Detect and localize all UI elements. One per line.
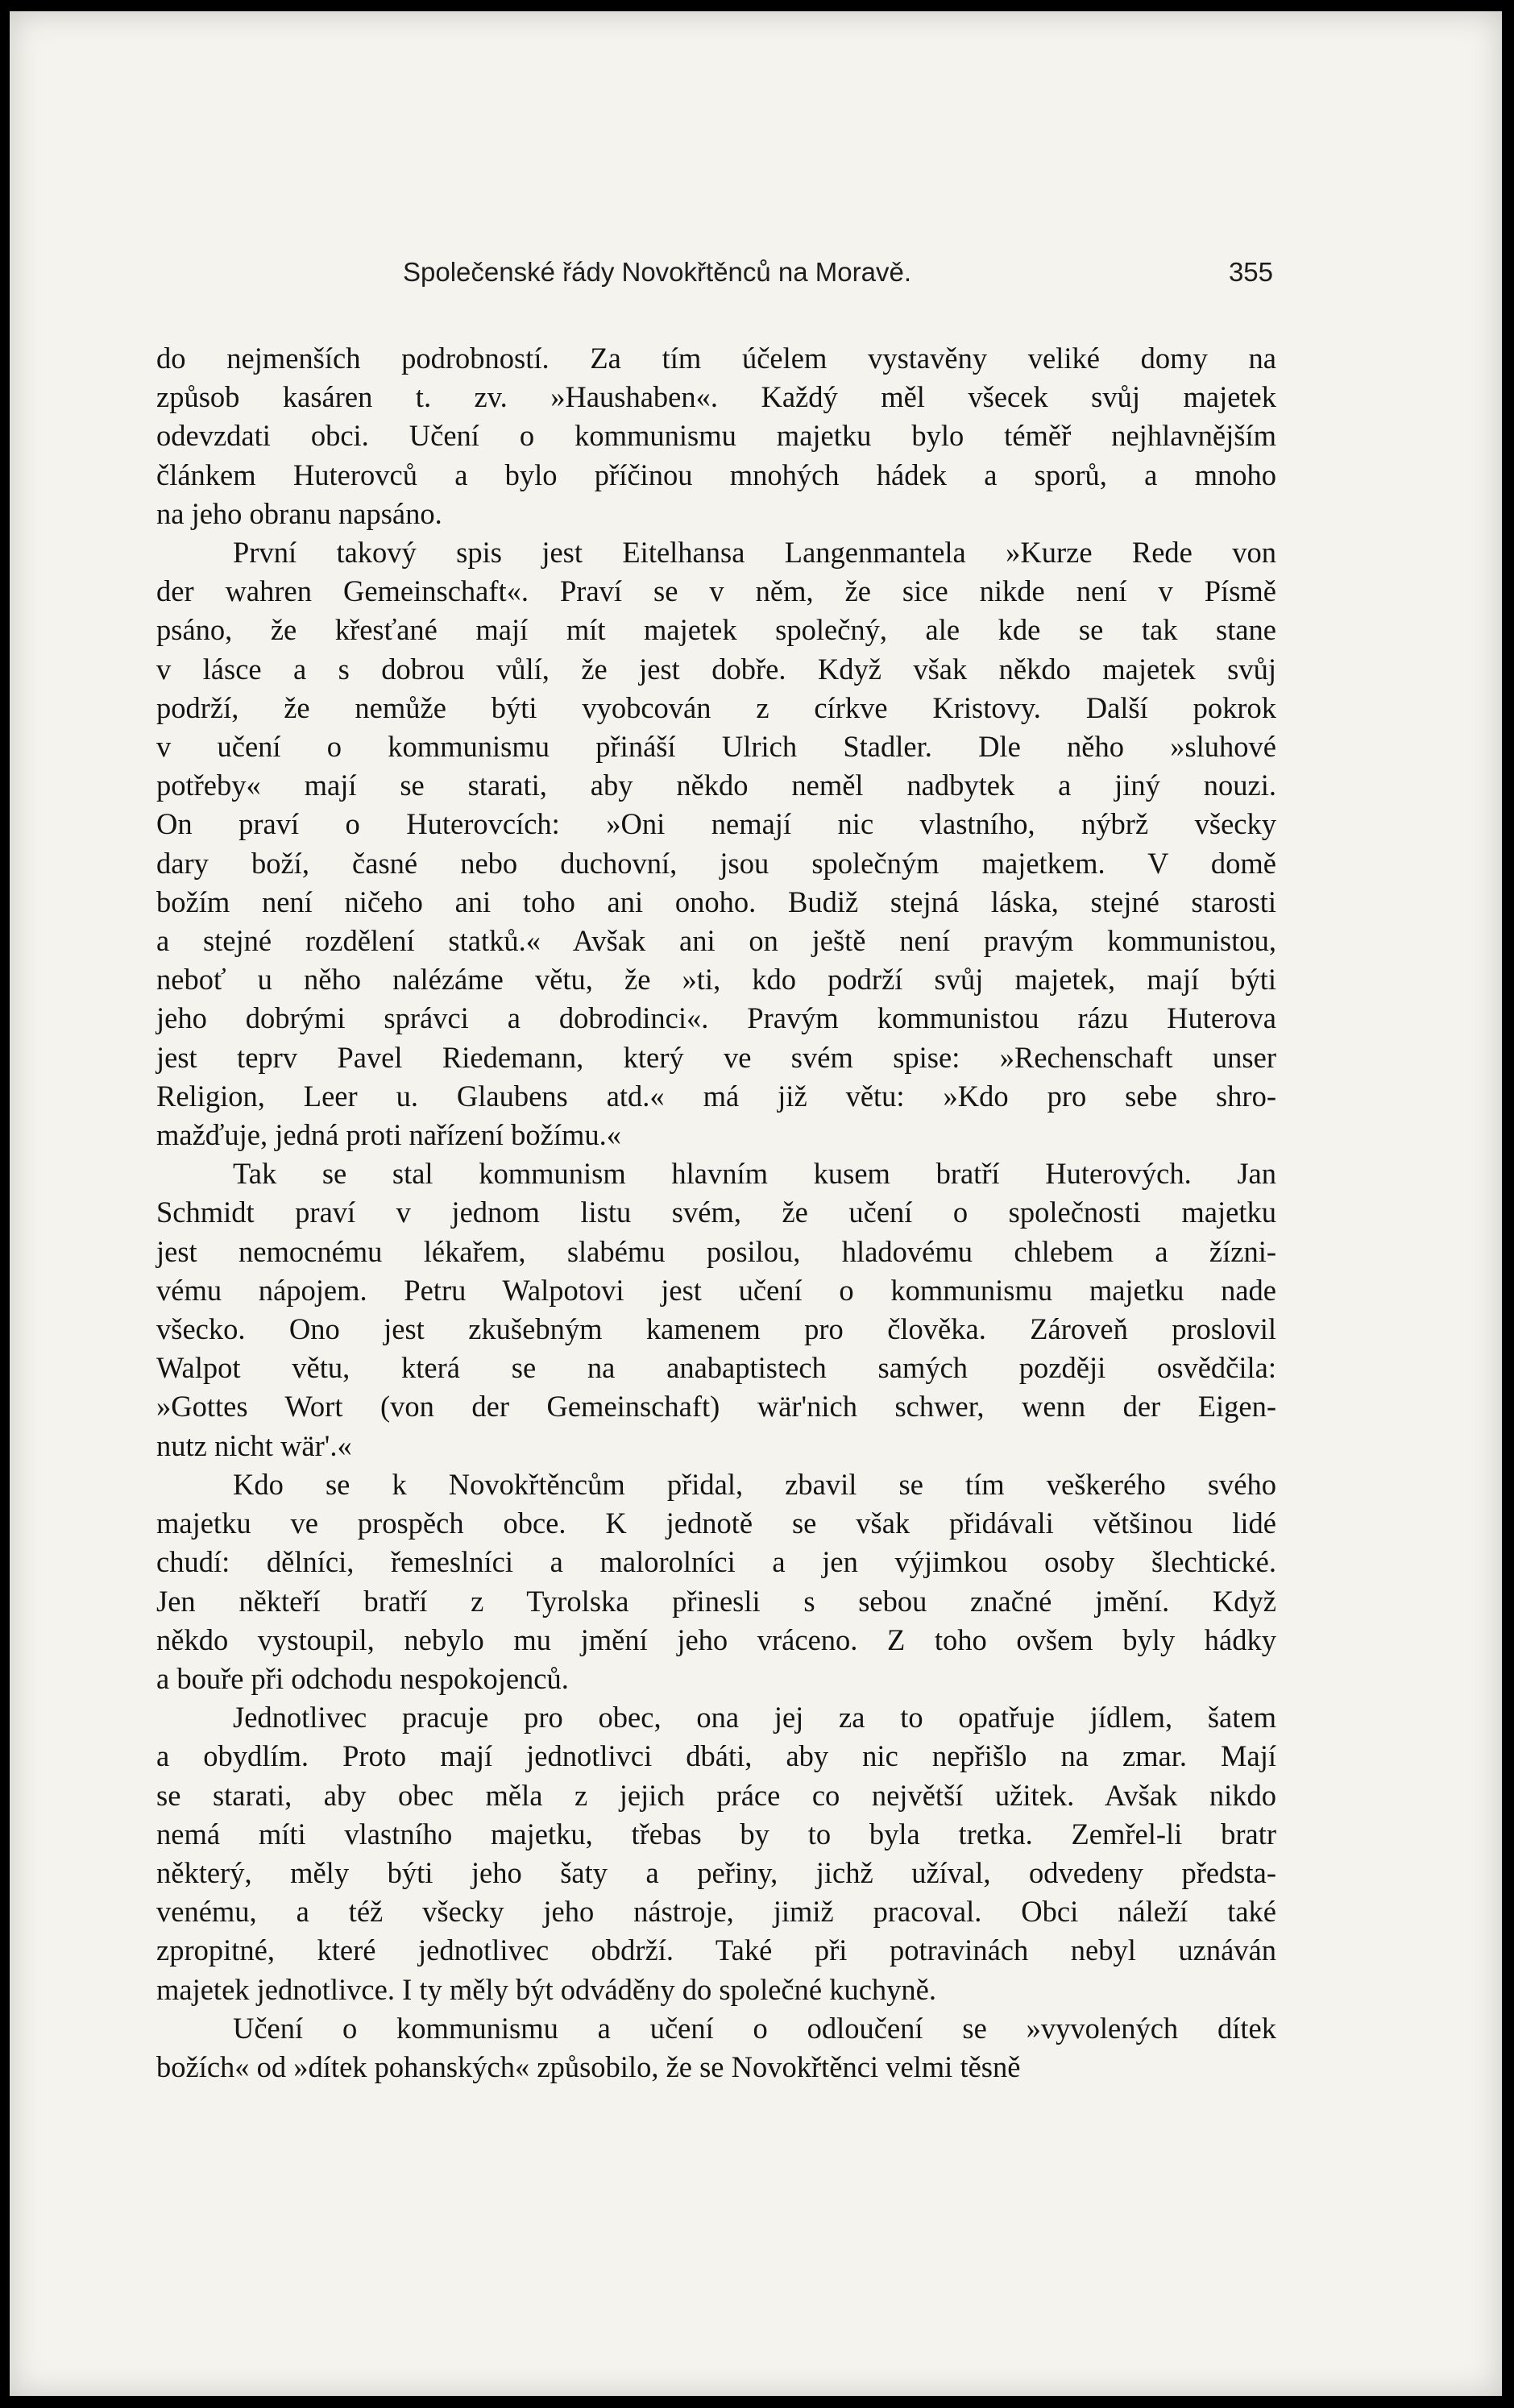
text-line: »Gottes Wort (von der Gemeinschaft) wär'nich schwer, wenn der Eigen- [156, 1390, 1276, 1424]
text-line: se starati, aby obec měla z jejich práce co největší užitek. Avšak nikdo [156, 1778, 1276, 1812]
running-header [403, 257, 1273, 297]
text-line: božích« od »dítek pohanských« způsobilo, že se Novokřtěnci velmi těsně [156, 2049, 1021, 2083]
text-line: psáno, že křesťané mají mít majetek společný, ale kde se tak stane [156, 613, 1276, 647]
text-line: mažďuje, jedná proti nařízení božímu.« [156, 1118, 621, 1152]
text-line: Kdo se k Novokřtěncům přidal, zbavil se tím veškerého svého [233, 1467, 1276, 1501]
text-line: jest nemocnému lékařem, slabému posilou, hladovému chlebem a žízni- [156, 1234, 1276, 1268]
text-line: Walpot větu, která se na anabaptistech samých později osvědčila: [156, 1351, 1276, 1385]
paragraph [156, 1698, 1276, 2009]
text-line: a obydlím. Proto mají jednotlivci dbáti, aby nic nepřišlo na zmar. Mají [156, 1739, 1276, 1773]
text-line: Tak se stal kommunism hlavním kusem bratří Huterových. Jan [233, 1157, 1276, 1191]
paragraph [156, 533, 1276, 1154]
text-line: jest teprv Pavel Riedemann, který ve svém spise: »Rechenschaft unser [156, 1040, 1276, 1074]
text-line: Učení o kommunismu a učení o odloučení se »vyvolených dítek [233, 2011, 1276, 2045]
text-line: podrží, že nemůže býti vyobcován z církve Kristovy. Další pokrok [156, 690, 1276, 724]
running-title: Společenské řády Novokřtěnců na Moravě. [403, 257, 911, 287]
text-line: zpropitné, které jednotlivec obdrží. Také při potravinách nebyl uznáván [156, 1933, 1276, 1967]
text-line: Jednotlivec pracuje pro obec, ona jej za to opatřuje jídlem, šatem [233, 1701, 1276, 1735]
paragraph [156, 2009, 1276, 2087]
page-number: 355 [1228, 257, 1273, 287]
text-line: některý, měly býti jeho šaty a peřiny, jichž užíval, odvedeny předsta- [156, 1855, 1276, 1889]
text-line: božím není ničeho ani toho ani onoho. Budiž stejná láska, stejné starosti [156, 885, 1276, 918]
text-line: Religion, Leer u. Glaubens atd.« má již větu: »Kdo pro sebe shro- [156, 1079, 1276, 1113]
text-line: v lásce a s dobrou vůlí, že jest dobře. Když však někdo majetek svůj [156, 652, 1276, 686]
text-line: do nejmenších podrobností. Za tím účelem vystavěny veliké domy na [156, 342, 1276, 375]
text-line: chudí: dělníci, řemeslníci a malorolníci a jen výjimkou osoby šlechtické. [156, 1545, 1276, 1579]
text-line: nemá míti vlastního majetku, třebas by to byla tretka. Zemřel-li bratr [156, 1817, 1276, 1851]
book-page [10, 11, 1502, 2396]
paragraph [156, 1465, 1276, 1698]
text-line: On praví o Huterovcích: »Oni nemají nic vlastního, nýbrž všecky [156, 807, 1276, 841]
text-line: na jeho obranu napsáno. [156, 496, 442, 530]
text-line: článkem Huterovců a bylo příčinou mnohých hádek a sporů, a mnoho [156, 458, 1276, 491]
paragraph [156, 339, 1276, 533]
text-line: odevzdati obci. Učení o kommunismu majetku bylo téměř nejhlavnějším [156, 419, 1276, 453]
text-line: a bouře při odchodu nespokojenců. [156, 1661, 569, 1695]
text-line: nutz nicht wär'.« [156, 1428, 352, 1462]
text-line: majetek jednotlivce. I ty měly být odváděny do společné kuchyně. [156, 1972, 936, 2006]
text-line: První takový spis jest Eitelhansa Langenmantela »Kurze Rede von [233, 536, 1276, 570]
body-text [156, 339, 1276, 2087]
text-line: venému, a též všecky jeho nástroje, jimiž pracoval. Obci náleží také [156, 1895, 1276, 1929]
text-line: vému nápojem. Petru Walpotovi jest učení o kommunismu majetku nade [156, 1273, 1276, 1307]
text-line: majetku ve prospěch obce. K jednotě se však přidávali většinou lidé [156, 1507, 1276, 1540]
text-line: způsob kasáren t. zv. »Haushaben«. Každý měl všecek svůj majetek [156, 380, 1276, 414]
text-line: v učení o kommunismu přináší Ulrich Stadler. Dle něho »sluhové [156, 730, 1276, 764]
text-line: der wahren Gemeinschaft«. Praví se v něm, že sice nikde není v Písmě [156, 574, 1276, 608]
paragraph [156, 1154, 1276, 1465]
text-line: neboť u něho nalézáme větu, že »ti, kdo podrží svůj majetek, mají býti [156, 963, 1276, 997]
text-line: jeho dobrými správci a dobrodinci«. Pravým kommunistou rázu Huterova [156, 1001, 1276, 1035]
text-line: všecko. Ono jest zkušebným kamenem pro člověka. Zároveň proslovil [156, 1312, 1276, 1346]
text-line: potřeby« mají se starati, aby někdo neměl nadbytek a jiný nouzi. [156, 769, 1276, 802]
text-line: Jen někteří bratří z Tyrolska přinesli s sebou značné jmění. Když [156, 1584, 1276, 1618]
text-line: a stejné rozdělení statků.« Avšak ani on ještě není pravým kommunistou, [156, 924, 1276, 958]
text-line: dary boží, časné nebo duchovní, jsou společným majetkem. V domě [156, 846, 1276, 880]
text-line: Schmidt praví v jednom listu svém, že učení o společnosti majetku [156, 1196, 1276, 1229]
text-line: někdo vystoupil, nebylo mu jmění jeho vráceno. Z toho ovšem byly hádky [156, 1623, 1276, 1656]
